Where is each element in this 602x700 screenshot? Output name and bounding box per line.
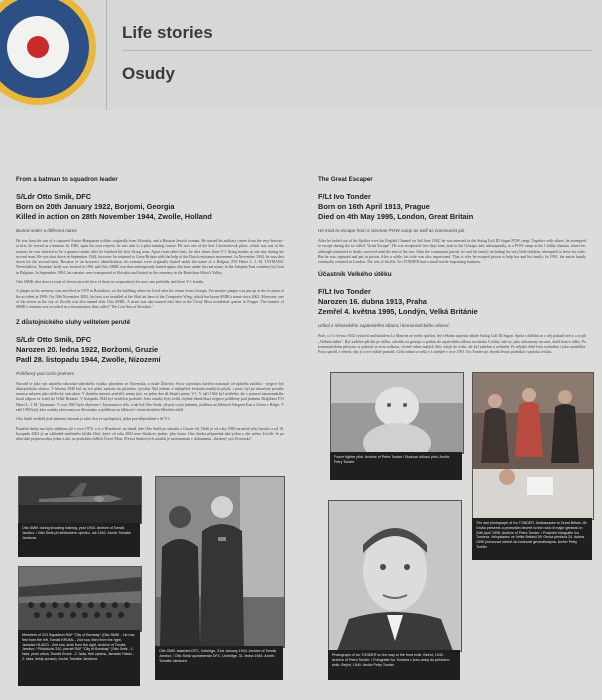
raf-roundel-icon	[0, 0, 98, 107]
caption-officers: Otto SMIK awarded DFC, Uxbridge, 31st January 1944. Archive of Tomáš Jambor. / Otto Smik vyznamenán DFC, Uxbridge, 31. ledna 1944. Archiv Tomáše Jambora.	[155, 646, 283, 680]
caption-baby: Future fighter pilot. Archive of Petra Tonder / Budoucí stíhací pilot. Archiv Petry Tonder	[330, 452, 462, 480]
subheading-cz: Utíkal z německého zajateckého tábora i komunistického vězení.	[318, 323, 450, 329]
photo-plane	[18, 476, 142, 524]
person-born: Narozen 20. ledna 1922, Boržomi, Gruzie	[16, 344, 159, 354]
paragraph: Otto Smik sestřelil jistě jedenáct letounů (z toho dva ve spolupráci), jeden pravděpodobně a tři V-1.	[16, 417, 171, 422]
person-died: Padl 28. listopadu 1944, Zwolle, Nizozemí	[16, 354, 161, 364]
portrait-photo-image	[329, 501, 461, 651]
exhibit-header	[0, 0, 602, 110]
person-died: Zemřel 4. května 1995, Londýn, Velká Británie	[318, 307, 478, 317]
paragraph: Poté, co 3. června 1942 vyskočil nad kanálem La Manche ze svého spitfiru, byl věkním zajatým táboře Stalag Luft III Sagan. Spolu s dalšími se o něj pokusil utéct, a to při „Velkém útěku". Byl zadržen pět dní po útěku, odvelán na gestapo a poslán do zajateckého tábora na zámku Colditz, kde se, jako odsouzený na smrt, dožil konce války. Po komunistickém převratu se pokusil se svou rodinou, včetně velmi malých dětí, odejít do exilu, ale byl zadržen a uvězněn. Po nějaké době byla uvězněna i jeho manželka. Proto uprchl z vězení, aby jí a své rodině pomohl. Celá rodina se sešla v Londýně v roce 1991. Ivo Tonder po zbytek života podnikal v potisku textilu.	[318, 334, 586, 355]
photo-officers	[155, 476, 285, 648]
squadron-photo-image	[19, 567, 141, 631]
subheading-en: He tried to escape from a German POW camp as well as communist jail.	[318, 228, 466, 233]
paragraph: Pamětní deska mu byla odhalena již v roce 1970, a to v Bratislavě, na domě, kde Otto Smik po návratu z Gruzie žil. Další je od roku 1990 na místě jeho havárie a od 18. listopadu 2002 je na základně smíšeného křídla Sliač, které od roku 2002 nese Smikovo jméno, jeho busta. Otto Smika připomíná také jedna z ulic města Zwolle. Je po něm také pojmenována jedna z ulic na pražském sídlišti Černý Most. Převoz Smikových ostatků je zaznamenán v dokumentu „Stratený syn Slovenska".	[16, 426, 284, 442]
person-block-cz	[318, 287, 586, 317]
person-died: Died on 4th May 1995, London, Great Britain	[318, 212, 474, 221]
caption-group: The last photograph of Ivo TONDER. Ambassador to Great Britain Jiří Gruša presents a promotion decree to the rank of major general on 24th April 1995. Archive of Petra Tonder. / Poslední fotografie Ivo Tondera. Velvyslanec ve Velké Británii Jiří Gruša předává 24. dubna 1995 jmenovací dekret do hodnosti generálmajora. Archiv Petry Tonder	[472, 518, 592, 560]
photo-group	[472, 372, 594, 520]
paragraph: A plaque in his memory was unveiled in 1970 in Bratislava, on the building where he lived after his return from Georgia. Yet another plaque was put up at the location of his accident in 1990. On 18th November 2002, his bust was installed at the Sliač air base of the Composite Wing, which has borne SMIK's name since 2002. Moreover, one of the streets in the city of Zwolle was also named after Otto SMIK. A street was also named after him in the Černý Most residential quarter in Prague. The transfer of SMIK's remains was recorded in a documentary film called "The Lost Son of Slovakia."	[16, 289, 284, 310]
caption-portrait: Photograph of Ivo TONDER on the way to the front exile. Beirut, 1940. Archive of Petra Tonder. / Fotografie Ivo Tondera z jeho cesty do předního exilu. Bejrút, 1940. Archiv Petry Tonder.	[328, 650, 460, 680]
section-heading-en: From a batman to squadron leader	[16, 176, 118, 183]
caption-plane: Otto SMIK during shooting training, year 1943. Archive of Tomáš Jambor. / Otto Smik při střeleckém výcviku, rok 1943. Archiv Tomáše Jambora.	[18, 523, 140, 557]
person-born: Born on 16th April 1913, Prague	[318, 202, 430, 211]
page-title-en: Life stories	[122, 23, 213, 42]
plane-photo-image	[19, 477, 141, 523]
section-heading-en: The Great Escaper	[318, 176, 373, 183]
person-name: S/Ldr Otto Smik, DFC	[16, 334, 92, 344]
subheading-cz: Pohřbený pod cizím jménem	[16, 370, 75, 376]
person-block-en	[16, 192, 284, 222]
header-divider	[106, 0, 107, 110]
page-title-cz: Osudy	[122, 64, 175, 83]
paragraph: After he bailed out of his Spitfire over the English Channel on 3rd June 1942, he was interned in the Stalag Luft III Sagan POW camp. Together with others, he attempted to escape during the so-called "Great Escape". He was recaptured five days later, sent to the Gestapo and, subsequently, to a POW camp at the Colditz chateau, where he, although sentenced to death, survived until the end of the war. After the communist putsch, he and his family, including his very little children, attempted to leave for exile. But he was captured and put in prison. After a while, his wife was also imprisoned. That is why he escaped prison to help her and his family. In 1991, the entire family eventually reunited in London. The rest of his life, Ivo TONDER had a small textile imprinting business.	[318, 239, 586, 265]
baby-photo-image	[331, 373, 463, 453]
person-name: F/Lt Ivo Tonder	[318, 287, 371, 297]
photo-portrait	[328, 500, 462, 652]
paragraph: He was born the son of a captured Austro-Hungarian soldier, originally from Slovakia, and a Russian Jewish woman. He started his military career from the very bottom - at first, he served as a batman. In 1940, upon his own request, he was sent to a pilot training course. He was one of the best Czechoslovak pilots, which was one of the reasons he was selected to be a gunner trainer after he finished his first flying term. Apart from other feats, he shot down three V-1 flying bombs in one day during his second term. He was shot down in September 1944, however, he returned to Great Britain with the help of the Dutch resistance movement. In November 1944, he was shot down for the second time. Because of an incorrect identification, his remains were originally buried under the name of a Belgian, F/O Henri L. J. M. TAYMANS. Nevertheless, Taymans' body was located in 1961 and Otto SMIK was thus subsequently buried again, this time under his real name, in the Adegem East cemetery by Gent in Belgium. In September 1994, his remains were transported to Slovakia and buried in the cemetery in the Bratislava Slávičí Valley.	[16, 239, 284, 275]
caption-squadron: Members of 310 Squadron RAF "City of Bombay" (Otto SMIK - 1st row, first from the left, Tomáš KRUML - 2nd row, third from the right, Jaroslav HLADO - 2nd row, sixth from the right. Archive of Tomáš Jambor. / Příslušníci 310. perutě RAF "City of Bombay" (Otto Smik - 1. řada, první zleva, Tomáš Kruml - 2. řada, třetí zprava, Jaroslav Hlado - 2. řada, šestý zprava). Archiv Tomáše Jambora.	[18, 630, 140, 686]
person-block-cz	[16, 335, 284, 365]
title-separator	[122, 50, 592, 51]
subheading-en: Buried under a different name	[16, 228, 77, 233]
paragraph: Otto SMIK shot down a total of eleven aircraft (two of them in cooperation) for sure, one probably and three V-1 bombs.	[16, 280, 205, 285]
person-block-en	[318, 192, 586, 222]
officers-photo-image	[156, 477, 284, 647]
story-otto-smik	[16, 176, 284, 447]
person-born: Born on 20th January 1922, Borjomi, Georgia	[16, 202, 175, 211]
photo-squadron	[18, 566, 142, 632]
story-ivo-tonder	[318, 176, 586, 360]
person-born: Narozen 16. dubna 1913, Praha	[318, 297, 427, 307]
section-heading-cz: Z důstojnického sluhy velitelem perutě	[16, 318, 131, 326]
group-photo-image	[473, 373, 593, 519]
section-heading-cz: Účastník Velkého útěku	[318, 271, 392, 279]
person-name: S/Ldr Otto Smik, DFC	[16, 192, 92, 201]
photo-baby	[330, 372, 464, 454]
paragraph: Narodil se jako syn zajatého rakousko-uherského vojáka, původem ze Slovenska, a ruské Židovky. Svou vojenskou kariéru nastoupil od úplného začátku - nejprve byl důstojnickým sluhou. V březnu 1940 byl na své přání zařazen do pilotního výcviku. Byl jedním z nejlepších československých pilotů, i proto byl po ukončení prvního turnusu zařazen jako střelecký instruktor. V druhém turnusu sestřelil, mimo jiné, za jeden den tři létající pumy V-1. V září 1944 byl sestřelen, ale s pomocí nizozemského hnutí odporu se vrátil do Velké Británie. V listopadu 1944 byl sestřelen podruhé. Jeho ostatky byly kvůli chybné identifikaci nejprve pohřbeny pod jménem Belgičana F/O Henri L. J. M. Taymanse. V roce 1961 bylo objeveno i Taymansovo tělo, a tak byl Otto Smik, již pod svým jménem, pohřben na hřbitově Adegem East u Gentu v Belgii. V září 1994 byly jeho ostatky převezeny na Slovensko a pohřbeny na hřbitově v bratislavském Slávičím údolí.	[16, 381, 284, 413]
person-died: Killed in action on 28th November 1944, Zwolle, Holland	[16, 212, 212, 221]
person-name: F/Lt Ivo Tonder	[318, 192, 371, 201]
